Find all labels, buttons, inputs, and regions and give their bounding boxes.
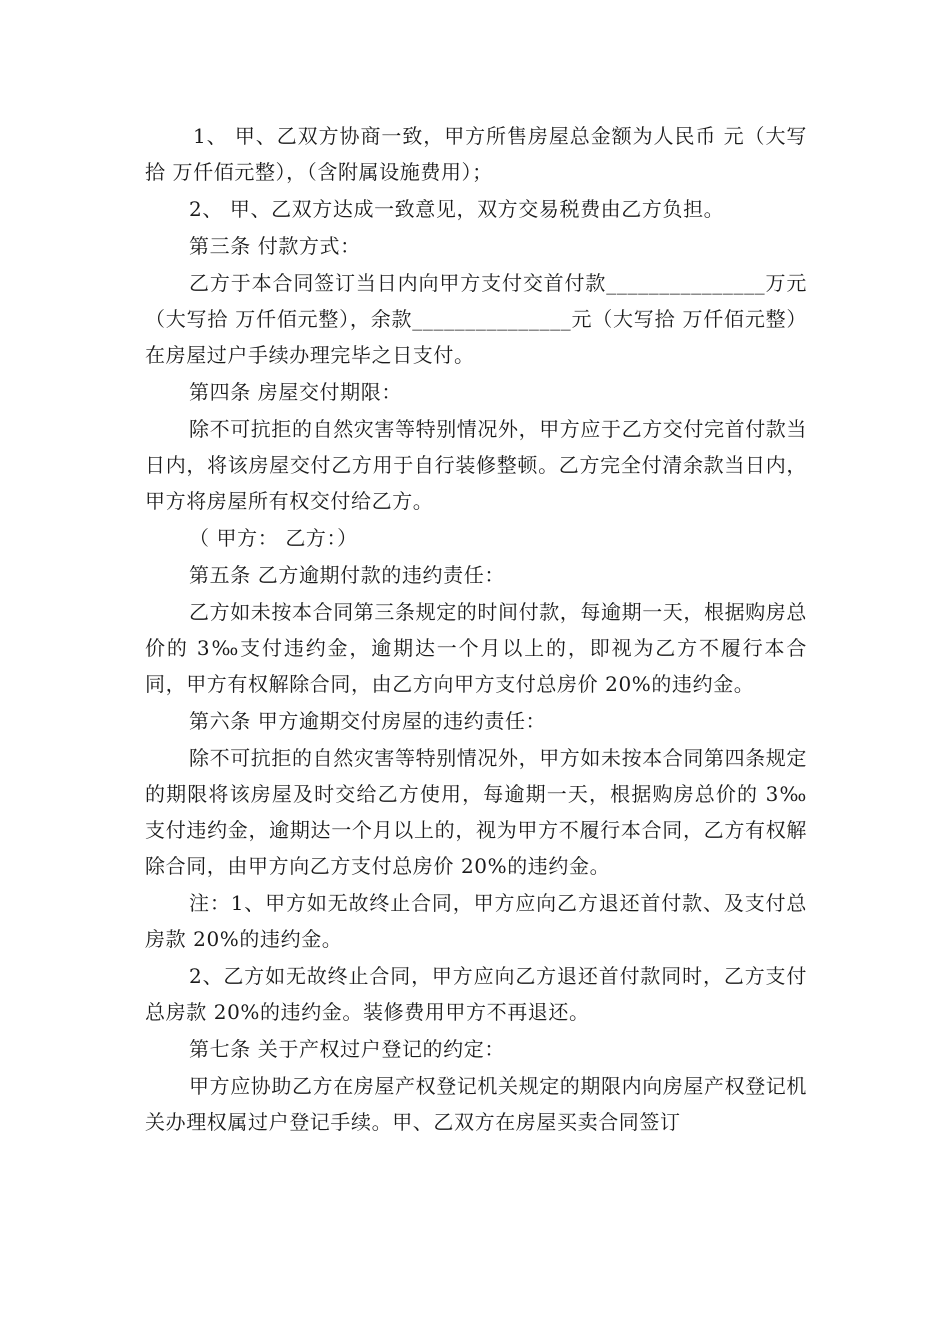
article-6-body: 除不可抗拒的自然灾害等特别情况外，甲方如未按本合同第四条规定的期限将该房屋及时交给乙方使用，每逾期一天，根据购房总价的 3‰支付违约金，逾期达一个月以上的，视为甲方不履行本合同，乙方有权解除合同，由甲方向乙方支付总房价 20%的违约金。 — [145, 746, 807, 878]
article-3-body: 乙方于本合同签订当日内向甲方支付交首付款_______________万元（大写拾 万仟佰元整），余款_______________元（大写拾 万仟佰元整）在房屋过户手续办理完毕之日支付。 — [145, 271, 807, 367]
article-5-body: 乙方如未按本合同第三条规定的时间付款，每逾期一天，根据购房总价的 3‰支付违约金，逾期达一个月以上的，即视为乙方不履行本合同，甲方有权解除合同，由乙方向甲方支付总房价 20%的违约金。 — [145, 600, 807, 696]
document-page — [145, 118, 807, 1141]
clause-taxes: 2、 甲、乙双方达成一致意见，双方交易税费由乙方负担。 — [189, 197, 725, 221]
article-5-heading: 第五条 乙方逾期付款的违约责任： — [189, 563, 505, 587]
article-7-body: 甲方应协助乙方在房屋产权登记机关规定的期限内向房屋产权登记机关办理权属过户登记手续。甲、乙双方在房屋买卖合同签订 — [145, 1074, 807, 1134]
article-6-heading: 第六条 甲方逾期交付房屋的违约责任： — [189, 709, 547, 733]
note-2: 2、乙方如无故终止合同，甲方应向乙方退还首付款同时，乙方支付总房款 20%的违约金。装修费用甲方不再退还。 — [145, 964, 807, 1024]
note-1: 注：1、甲方如无故终止合同，甲方应向乙方退还首付款、及支付总房款 20%的违约金。 — [145, 891, 807, 951]
party-signature-line: （ 甲方： 乙方：） — [189, 526, 358, 550]
article-3-heading: 第三条 付款方式： — [189, 234, 361, 258]
article-7-heading: 第七条 关于产权过户登记的约定： — [189, 1037, 505, 1061]
clause-total-price: 1、 甲、乙双方协商一致，甲方所售房屋总金额为人民币 元（大写拾 万仟佰元整），（含附属设施费用）； — [145, 124, 807, 184]
article-4-body: 除不可抗拒的自然灾害等特别情况外，甲方应于乙方交付完首付款当日内，将该房屋交付乙方用于自行装修整顿。乙方完全付清余款当日内，甲方将房屋所有权交付给乙方。 — [145, 417, 807, 513]
article-4-heading: 第四条 房屋交付期限： — [189, 380, 402, 404]
